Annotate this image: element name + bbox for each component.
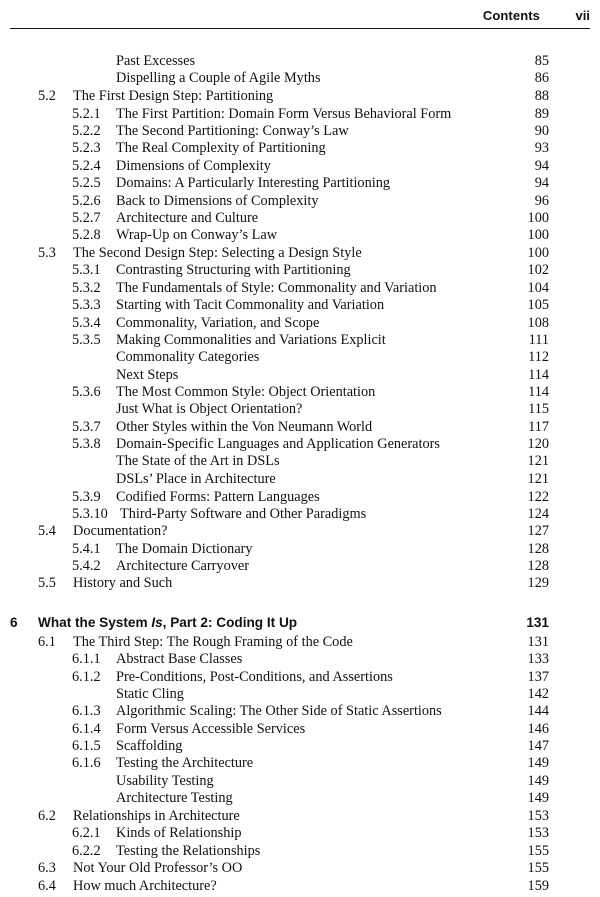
toc-page-number: 146 bbox=[527, 721, 549, 737]
toc-page-number: 96 bbox=[534, 193, 549, 209]
toc-row bbox=[0, 175, 600, 192]
toc-entry-number: 6.4 bbox=[38, 878, 56, 894]
toc-row bbox=[0, 436, 600, 453]
toc-entry-title: Not Your Old Professor’s OO bbox=[73, 860, 243, 876]
toc-entry-number: 5.2.7 bbox=[72, 210, 101, 226]
toc-page-number: 121 bbox=[527, 471, 549, 487]
toc-entry-number: 5.4.2 bbox=[72, 558, 101, 574]
toc-page-number: 149 bbox=[527, 790, 549, 806]
toc-entry-title: Dimensions of Complexity bbox=[116, 158, 271, 174]
toc-entry-title: Other Styles within the Von Neumann World bbox=[116, 419, 373, 435]
toc-page-number: 149 bbox=[527, 755, 549, 771]
toc-page-number: 129 bbox=[527, 575, 549, 591]
toc-page-number: 104 bbox=[527, 280, 549, 296]
toc-page-number: 100 bbox=[527, 227, 549, 243]
toc-entry-title: Past Excesses bbox=[116, 53, 196, 69]
toc-page-number: 114 bbox=[528, 367, 549, 383]
toc-row bbox=[0, 523, 600, 540]
toc-entry-number: 6.1.6 bbox=[72, 755, 101, 771]
toc-entry-number: 5.2.2 bbox=[72, 123, 101, 139]
toc-entry-title: Architecture Testing bbox=[116, 790, 233, 806]
toc-entry-number: 6.1.4 bbox=[72, 721, 101, 737]
toc-page-number: 100 bbox=[527, 245, 549, 261]
toc-row bbox=[0, 140, 600, 157]
toc-row bbox=[0, 210, 600, 227]
toc-row bbox=[0, 721, 600, 738]
toc-row bbox=[0, 686, 600, 703]
toc-row bbox=[0, 825, 600, 842]
toc-page-number: 159 bbox=[527, 878, 549, 894]
toc-row bbox=[0, 489, 600, 506]
toc-page-number: 137 bbox=[527, 669, 549, 685]
toc-entry-title: The Real Complexity of Partitioning bbox=[116, 140, 326, 156]
toc-entry-number: 5.3.1 bbox=[72, 262, 101, 278]
toc-entry-number: 5.2.1 bbox=[72, 106, 101, 122]
toc-row bbox=[0, 332, 600, 349]
toc-entry-number: 5.3.10 bbox=[72, 506, 108, 522]
toc-entry-title: Back to Dimensions of Complexity bbox=[116, 193, 319, 209]
toc-page-number: 153 bbox=[527, 808, 549, 824]
toc-page-number: 89 bbox=[534, 106, 549, 122]
header-label: Contents bbox=[482, 8, 540, 23]
toc-entry-title: The State of the Art in DSLs bbox=[116, 453, 280, 469]
toc-entry-number: 5.3.5 bbox=[72, 332, 101, 348]
toc-page-number: 131 bbox=[526, 615, 549, 630]
toc-entry-title: The Most Common Style: Object Orientation bbox=[116, 384, 376, 400]
toc-entry-number: 5.2.6 bbox=[72, 193, 101, 209]
toc-page-number: 112 bbox=[528, 349, 549, 365]
toc-page-number: 90 bbox=[534, 123, 549, 139]
toc-row bbox=[0, 158, 600, 175]
toc-entry-title: How much Architecture? bbox=[73, 878, 217, 894]
toc-page-number: 114 bbox=[528, 384, 549, 400]
toc-page-number: 94 bbox=[534, 158, 549, 174]
toc-entry-title: History and Such bbox=[73, 575, 173, 591]
toc-entry-title: Next Steps bbox=[116, 367, 179, 383]
toc-entry-title: Pre-Conditions, Post-Conditions, and Assertions bbox=[116, 669, 393, 685]
toc-entry-number: 6.2.1 bbox=[72, 825, 101, 841]
toc-row bbox=[0, 453, 600, 470]
toc-entry-title: Contrasting Structuring with Partitioning bbox=[116, 262, 351, 278]
toc-page-number: 105 bbox=[527, 297, 549, 313]
toc-page-number: 94 bbox=[534, 175, 549, 191]
toc-entry-title: DSLs’ Place in Architecture bbox=[116, 471, 276, 487]
toc-title-part: What the System bbox=[38, 615, 152, 630]
toc-entry-title: Form Versus Accessible Services bbox=[116, 721, 306, 737]
toc-entry-title: Testing the Architecture bbox=[116, 755, 254, 771]
toc-page-number: 153 bbox=[527, 825, 549, 841]
toc-entry-title bbox=[38, 614, 297, 631]
toc-page-number: 155 bbox=[527, 843, 549, 859]
toc-entry-number: 5.2.8 bbox=[72, 227, 101, 243]
toc-row bbox=[0, 53, 600, 70]
toc-entry-title: The First Partition: Domain Form Versus Behavioral Form bbox=[116, 106, 452, 122]
toc-page-number: 93 bbox=[534, 140, 549, 156]
toc-entry-number: 6 bbox=[10, 615, 18, 630]
toc-row bbox=[0, 262, 600, 279]
toc-page-number: 86 bbox=[534, 70, 549, 86]
toc-row bbox=[0, 70, 600, 87]
toc-row bbox=[0, 193, 600, 210]
toc-entry-title: The Second Partitioning: Conway’s Law bbox=[116, 123, 349, 139]
toc-page-number: 128 bbox=[527, 541, 549, 557]
toc-entry-title: Codified Forms: Pattern Languages bbox=[116, 489, 320, 505]
toc-row bbox=[0, 575, 600, 592]
toc-page-number: 108 bbox=[527, 315, 549, 331]
toc-row bbox=[0, 227, 600, 244]
toc-page-number: 131 bbox=[527, 634, 549, 650]
toc-entry-number: 5.3 bbox=[38, 245, 56, 261]
toc-entry-title: Making Commonalities and Variations Explicit bbox=[116, 332, 386, 348]
toc-row bbox=[0, 878, 600, 895]
running-header bbox=[10, 0, 590, 29]
toc-entry-number: 5.4 bbox=[38, 523, 56, 539]
toc-entry-title: Usability Testing bbox=[116, 773, 214, 789]
toc-row bbox=[0, 860, 600, 877]
toc-row bbox=[0, 280, 600, 297]
toc-entry-title: The Third Step: The Rough Framing of the Code bbox=[73, 634, 353, 650]
toc-page-number: 127 bbox=[527, 523, 549, 539]
toc-row bbox=[0, 703, 600, 720]
toc-row bbox=[0, 773, 600, 790]
toc-entry-number: 6.2 bbox=[38, 808, 56, 824]
toc-row bbox=[0, 651, 600, 668]
toc-entry-number: 6.1 bbox=[38, 634, 56, 650]
toc-row bbox=[0, 367, 600, 384]
toc-row bbox=[0, 123, 600, 140]
toc-entry-number: 6.1.1 bbox=[72, 651, 101, 667]
toc-page-number: 124 bbox=[527, 506, 549, 522]
header-page-number: vii bbox=[575, 8, 590, 23]
toc-row bbox=[0, 669, 600, 686]
toc-entry-title: The Domain Dictionary bbox=[116, 541, 253, 557]
toc-page-number: 144 bbox=[527, 703, 549, 719]
toc-entry-number: 5.3.2 bbox=[72, 280, 101, 296]
toc-chapter-row bbox=[0, 614, 600, 631]
toc-row bbox=[0, 384, 600, 401]
toc-page-number: 147 bbox=[527, 738, 549, 754]
toc-entry-title: Scaffolding bbox=[116, 738, 183, 754]
toc-page-number: 111 bbox=[528, 332, 549, 348]
toc-page-number: 149 bbox=[527, 773, 549, 789]
toc-row bbox=[0, 419, 600, 436]
toc-row bbox=[0, 315, 600, 332]
toc-entry-title: The Fundamentals of Style: Commonality and Variation bbox=[116, 280, 437, 296]
toc-page-number: 100 bbox=[527, 210, 549, 226]
toc-entry-title: Algorithmic Scaling: The Other Side of Static Assertions bbox=[116, 703, 442, 719]
toc-row bbox=[0, 297, 600, 314]
toc-entry-number: 5.3.8 bbox=[72, 436, 101, 452]
toc-entry-number: 6.1.5 bbox=[72, 738, 101, 754]
toc-entry-title: The Second Design Step: Selecting a Design Style bbox=[73, 245, 362, 261]
toc-entry-number: 5.2 bbox=[38, 88, 56, 104]
toc-page-number: 102 bbox=[527, 262, 549, 278]
toc-page-number: 128 bbox=[527, 558, 549, 574]
toc-row bbox=[0, 88, 600, 105]
toc-entry-title: Starting with Tacit Commonality and Variation bbox=[116, 297, 385, 313]
toc-row bbox=[0, 790, 600, 807]
toc-entry-number: 5.3.6 bbox=[72, 384, 101, 400]
toc-title-emphasis: Is bbox=[151, 615, 163, 630]
toc-entry-title: Third-Party Software and Other Paradigms bbox=[120, 506, 367, 522]
toc-entry-title: Commonality Categories bbox=[116, 349, 260, 365]
toc-entry-number: 5.2.5 bbox=[72, 175, 101, 191]
toc-entry-title: Kinds of Relationship bbox=[116, 825, 242, 841]
toc-title-part: , Part 2: Coding It Up bbox=[162, 615, 298, 630]
toc-page-number: 88 bbox=[534, 88, 549, 104]
toc-entry-title: Domains: A Particularly Interesting Partitioning bbox=[116, 175, 390, 191]
toc-entry-title: Static Cling bbox=[116, 686, 184, 702]
toc-entry-title: Commonality, Variation, and Scope bbox=[116, 315, 320, 331]
toc-entry-number: 6.2.2 bbox=[72, 843, 101, 859]
toc-row bbox=[0, 471, 600, 488]
toc-row bbox=[0, 755, 600, 772]
toc-entry-number: 5.5 bbox=[38, 575, 56, 591]
toc-row bbox=[0, 349, 600, 366]
toc-page-number: 155 bbox=[527, 860, 549, 876]
toc-row bbox=[0, 558, 600, 575]
toc-row bbox=[0, 245, 600, 262]
toc-entry-title: Architecture and Culture bbox=[116, 210, 259, 226]
toc-row bbox=[0, 541, 600, 558]
toc-row bbox=[0, 401, 600, 418]
toc-entry-title: Wrap-Up on Conway’s Law bbox=[116, 227, 278, 243]
toc-page-number: 133 bbox=[527, 651, 549, 667]
toc-row bbox=[0, 634, 600, 651]
toc-entry-number: 6.1.3 bbox=[72, 703, 101, 719]
toc-page-number: 115 bbox=[528, 401, 549, 417]
toc-row bbox=[0, 506, 600, 523]
toc-entry-title: Abstract Base Classes bbox=[116, 651, 243, 667]
toc-entry-title: Testing the Relationships bbox=[116, 843, 261, 859]
toc-entry-title: Dispelling a Couple of Agile Myths bbox=[116, 70, 321, 86]
toc-entry-title: The First Design Step: Partitioning bbox=[73, 88, 274, 104]
toc-page-number: 142 bbox=[527, 686, 549, 702]
toc-page-number: 122 bbox=[527, 489, 549, 505]
toc-entry-number: 5.3.3 bbox=[72, 297, 101, 313]
toc-page-number: 120 bbox=[527, 436, 549, 452]
toc-page-number: 117 bbox=[528, 419, 549, 435]
toc-entry-number: 5.3.9 bbox=[72, 489, 101, 505]
toc-entry-title: Relationships in Architecture bbox=[73, 808, 240, 824]
toc-entry-title: Architecture Carryover bbox=[116, 558, 249, 574]
toc-row bbox=[0, 808, 600, 825]
toc-entry-number: 5.2.4 bbox=[72, 158, 101, 174]
toc-page-number: 121 bbox=[527, 453, 549, 469]
toc-page-number: 85 bbox=[534, 53, 549, 69]
toc-entry-number: 5.4.1 bbox=[72, 541, 101, 557]
toc-entry-number: 6.3 bbox=[38, 860, 56, 876]
toc-entry-title: Domain-Specific Languages and Application Generators bbox=[116, 436, 440, 452]
toc-row bbox=[0, 106, 600, 123]
toc-entry-title: Documentation? bbox=[73, 523, 168, 539]
toc-entry-title: Just What is Object Orientation? bbox=[116, 401, 303, 417]
toc-entry-number: 5.3.4 bbox=[72, 315, 101, 331]
toc-entry-number: 6.1.2 bbox=[72, 669, 101, 685]
toc-row bbox=[0, 843, 600, 860]
toc-entry-number: 5.3.7 bbox=[72, 419, 101, 435]
toc-entry-number: 5.2.3 bbox=[72, 140, 101, 156]
toc-row bbox=[0, 738, 600, 755]
